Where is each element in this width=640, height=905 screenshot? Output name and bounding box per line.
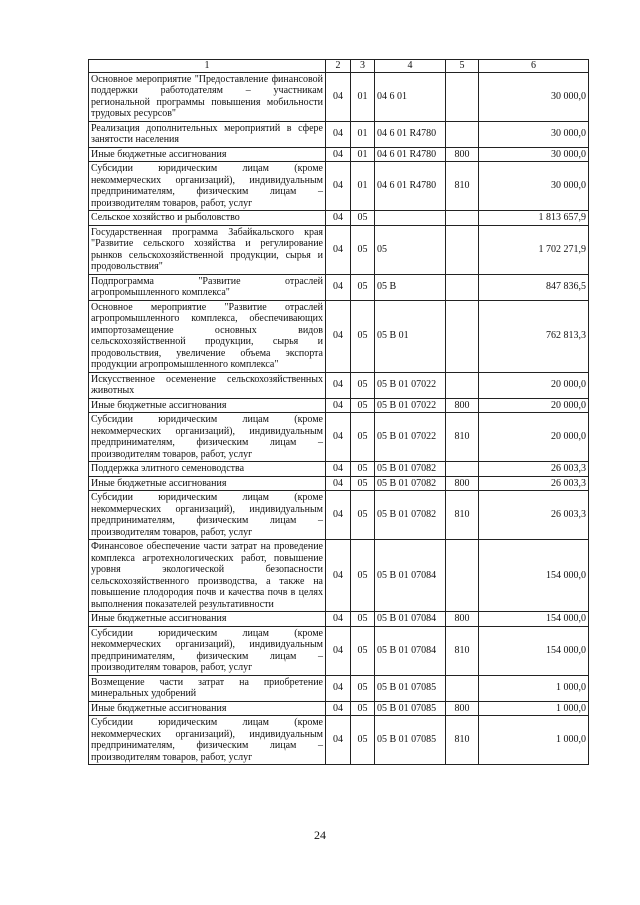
expense-type-cell: 800	[446, 398, 479, 413]
expense-type-cell	[446, 121, 479, 147]
subsection-code-cell: 05	[351, 612, 375, 627]
target-article-cell: 04 6 01 R4780	[375, 162, 446, 211]
row-name-cell: Иные бюджетные ассигнования	[89, 612, 326, 627]
table-row	[89, 372, 589, 398]
table-row	[89, 701, 589, 716]
expense-type-cell: 810	[446, 491, 479, 540]
target-article-cell: 04 6 01 R4780	[375, 121, 446, 147]
amount-cell: 154 000,0	[479, 626, 589, 675]
target-article-cell: 04 6 01	[375, 72, 446, 121]
row-name-cell: Иные бюджетные ассигнования	[89, 398, 326, 413]
section-code-cell: 04	[326, 300, 351, 372]
section-code-cell: 04	[326, 147, 351, 162]
table-row	[89, 413, 589, 462]
subsection-code-cell: 05	[351, 225, 375, 274]
subsection-code-cell: 05	[351, 274, 375, 300]
subsection-code-cell: 01	[351, 162, 375, 211]
subsection-code-cell: 01	[351, 147, 375, 162]
section-code-cell: 04	[326, 701, 351, 716]
amount-cell: 154 000,0	[479, 612, 589, 627]
table-row	[89, 462, 589, 477]
target-article-cell: 05 В 01 07022	[375, 372, 446, 398]
section-code-cell: 04	[326, 540, 351, 612]
target-article-cell: 05 В 01 07084	[375, 626, 446, 675]
section-code-cell: 04	[326, 225, 351, 274]
target-article-cell: 04 6 01 R4780	[375, 147, 446, 162]
subsection-code-cell: 05	[351, 462, 375, 477]
section-code-cell: 04	[326, 491, 351, 540]
row-name-cell: Субсидии юридическим лицам (кроме некоммерческих организаций), индивидуальным предпринимателям, физическим лицам – производителям товаров, работ, услуг	[89, 716, 326, 765]
target-article-cell: 05 В 01	[375, 300, 446, 372]
expense-type-cell: 810	[446, 162, 479, 211]
row-name-cell: Иные бюджетные ассигнования	[89, 476, 326, 491]
amount-cell: 154 000,0	[479, 540, 589, 612]
expense-type-cell	[446, 211, 479, 226]
subsection-code-cell: 05	[351, 300, 375, 372]
target-article-cell: 05 В 01 07022	[375, 398, 446, 413]
table-row	[89, 675, 589, 701]
section-code-cell: 04	[326, 462, 351, 477]
amount-cell: 1 000,0	[479, 716, 589, 765]
amount-cell: 30 000,0	[479, 147, 589, 162]
subsection-code-cell: 05	[351, 372, 375, 398]
row-name-cell: Иные бюджетные ассигнования	[89, 701, 326, 716]
section-code-cell: 04	[326, 675, 351, 701]
section-code-cell: 04	[326, 626, 351, 675]
section-code-cell: 04	[326, 274, 351, 300]
subsection-code-cell: 05	[351, 398, 375, 413]
expense-type-cell	[446, 274, 479, 300]
budget-table	[88, 59, 589, 765]
subsection-code-cell: 05	[351, 540, 375, 612]
row-name-cell: Субсидии юридическим лицам (кроме некоммерческих организаций), индивидуальным предпринимателям, физическим лицам – производителям товаров, работ, услуг	[89, 626, 326, 675]
row-name-cell: Реализация дополнительных мероприятий в сфере занятости населения	[89, 121, 326, 147]
amount-cell: 847 836,5	[479, 274, 589, 300]
target-article-cell: 05 В 01 07082	[375, 476, 446, 491]
table-row	[89, 72, 589, 121]
amount-cell: 20 000,0	[479, 398, 589, 413]
section-code-cell: 04	[326, 476, 351, 491]
expense-type-cell	[446, 372, 479, 398]
amount-cell: 30 000,0	[479, 72, 589, 121]
header-cell-3: 3	[351, 60, 375, 73]
target-article-cell: 05 В 01 07085	[375, 701, 446, 716]
target-article-cell: 05 В 01 07085	[375, 675, 446, 701]
section-code-cell: 04	[326, 72, 351, 121]
target-article-cell: 05 В	[375, 274, 446, 300]
section-code-cell: 04	[326, 372, 351, 398]
expense-type-cell	[446, 675, 479, 701]
table-row	[89, 540, 589, 612]
row-name-cell: Субсидии юридическим лицам (кроме некоммерческих организаций), индивидуальным предпринимателям, физическим лицам – производителям товаров, работ, услуг	[89, 162, 326, 211]
expense-type-cell	[446, 225, 479, 274]
expense-type-cell: 800	[446, 147, 479, 162]
table-row	[89, 274, 589, 300]
row-name-cell: Подпрограмма "Развитие отраслей агропромышленного комплекса"	[89, 274, 326, 300]
target-article-cell: 05 В 01 07022	[375, 413, 446, 462]
section-code-cell: 04	[326, 413, 351, 462]
row-name-cell: Искусственное осеменение сельскохозяйственных животных	[89, 372, 326, 398]
table-row	[89, 147, 589, 162]
header-row	[89, 60, 589, 73]
expense-type-cell: 800	[446, 701, 479, 716]
expense-type-cell: 810	[446, 626, 479, 675]
section-code-cell: 04	[326, 612, 351, 627]
page-number: 24	[314, 828, 326, 842]
row-name-cell: Основное мероприятие "Предоставление финансовой поддержки работодателям – участникам региональной программы повышения мобильности трудовых ресурсов"	[89, 72, 326, 121]
row-name-cell: Субсидии юридическим лицам (кроме некоммерческих организаций), индивидуальным предпринимателям, физическим лицам – производителям товаров, работ, услуг	[89, 491, 326, 540]
table-row	[89, 211, 589, 226]
target-article-cell: 05 В 01 07084	[375, 612, 446, 627]
expense-type-cell	[446, 300, 479, 372]
expense-type-cell: 800	[446, 476, 479, 491]
expense-type-cell: 810	[446, 413, 479, 462]
subsection-code-cell: 05	[351, 626, 375, 675]
table-row	[89, 716, 589, 765]
row-name-cell: Возмещение части затрат на приобретение минеральных удобрений	[89, 675, 326, 701]
subsection-code-cell: 05	[351, 675, 375, 701]
table-row	[89, 225, 589, 274]
row-name-cell: Финансовое обеспечение части затрат на проведение комплекса агротехнологических работ, повышение уровня экологической безопасности сельскохозяйственного производства, а также на повышение плодородия почв и качества почв в целях выполнения показателей результативности	[89, 540, 326, 612]
header-cell-6: 6	[479, 60, 589, 73]
subsection-code-cell: 05	[351, 211, 375, 226]
amount-cell: 20 000,0	[479, 413, 589, 462]
amount-cell: 26 003,3	[479, 491, 589, 540]
table-row	[89, 626, 589, 675]
target-article-cell: 05	[375, 225, 446, 274]
table-row	[89, 491, 589, 540]
target-article-cell: 05 В 01 07082	[375, 462, 446, 477]
subsection-code-cell: 01	[351, 72, 375, 121]
section-code-cell: 04	[326, 716, 351, 765]
expense-type-cell	[446, 72, 479, 121]
header-cell-4: 4	[375, 60, 446, 73]
subsection-code-cell: 01	[351, 121, 375, 147]
table-row	[89, 300, 589, 372]
amount-cell: 1 000,0	[479, 675, 589, 701]
amount-cell: 1 702 271,9	[479, 225, 589, 274]
header-cell-2: 2	[326, 60, 351, 73]
amount-cell: 762 813,3	[479, 300, 589, 372]
row-name-cell: Государственная программа Забайкальского края "Развитие сельского хозяйства и регулирование рынков сельскохозяйственной продукции, сырья и продовольствия"	[89, 225, 326, 274]
row-name-cell: Поддержка элитного семеноводства	[89, 462, 326, 477]
subsection-code-cell: 05	[351, 413, 375, 462]
table-body	[89, 72, 589, 765]
row-name-cell: Основное мероприятие "Развитие отраслей агропромышленного комплекса, обеспечивающих импортозамещение основных видов сельскохозяйственной продукции, сырья и продовольствия, увеличение объема экспорта продукции агропромышленного комплекса"	[89, 300, 326, 372]
table-row	[89, 121, 589, 147]
row-name-cell: Субсидии юридическим лицам (кроме некоммерческих организаций), индивидуальным предпринимателям, физическим лицам – производителям товаров, работ, услуг	[89, 413, 326, 462]
subsection-code-cell: 05	[351, 716, 375, 765]
amount-cell: 30 000,0	[479, 121, 589, 147]
section-code-cell: 04	[326, 398, 351, 413]
expense-type-cell: 800	[446, 612, 479, 627]
subsection-code-cell: 05	[351, 491, 375, 540]
amount-cell: 20 000,0	[479, 372, 589, 398]
table-row	[89, 398, 589, 413]
table-row	[89, 162, 589, 211]
section-code-cell: 04	[326, 162, 351, 211]
table-row	[89, 612, 589, 627]
expense-type-cell: 810	[446, 716, 479, 765]
expense-type-cell	[446, 540, 479, 612]
subsection-code-cell: 05	[351, 476, 375, 491]
section-code-cell: 04	[326, 121, 351, 147]
target-article-cell	[375, 211, 446, 226]
amount-cell: 1 813 657,9	[479, 211, 589, 226]
header-cell-1: 1	[89, 60, 326, 73]
table-row	[89, 476, 589, 491]
expense-type-cell	[446, 462, 479, 477]
target-article-cell: 05 В 01 07085	[375, 716, 446, 765]
amount-cell: 1 000,0	[479, 701, 589, 716]
section-code-cell: 04	[326, 211, 351, 226]
amount-cell: 26 003,3	[479, 476, 589, 491]
row-name-cell: Сельское хозяйство и рыболовство	[89, 211, 326, 226]
header-cell-5: 5	[446, 60, 479, 73]
target-article-cell: 05 В 01 07082	[375, 491, 446, 540]
amount-cell: 30 000,0	[479, 162, 589, 211]
target-article-cell: 05 В 01 07084	[375, 540, 446, 612]
amount-cell: 26 003,3	[479, 462, 589, 477]
subsection-code-cell: 05	[351, 701, 375, 716]
row-name-cell: Иные бюджетные ассигнования	[89, 147, 326, 162]
